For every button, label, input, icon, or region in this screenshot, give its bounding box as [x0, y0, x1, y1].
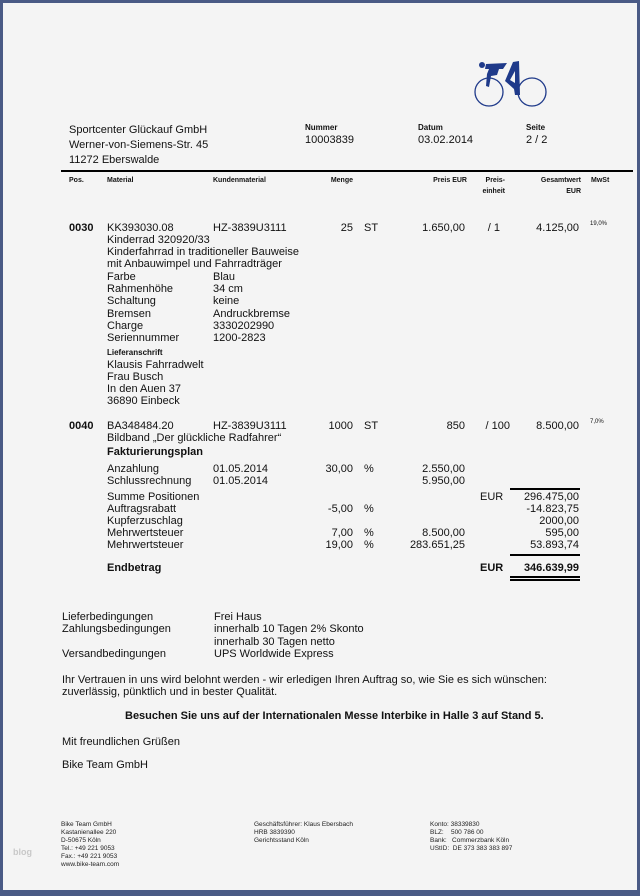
col-preis: Preis EUR — [433, 177, 467, 184]
total-value: -14.823,75 — [526, 503, 579, 515]
col-preiseinheit-2: einheit — [482, 188, 505, 195]
invoice-page — [3, 3, 637, 890]
seite-value: 2 / 2 — [526, 134, 548, 146]
item-pos: 0030 — [69, 222, 94, 234]
footer-website: www.bike-team.com — [61, 861, 120, 868]
total-pct: -5,00 — [327, 503, 353, 515]
item-preiseinheit: / 1 — [487, 222, 500, 234]
plan-pct: 30,00 — [325, 463, 353, 475]
total-label: Mehrwertsteuer — [107, 539, 184, 551]
total-base: 283.651,25 — [409, 539, 465, 551]
messe-highlight: Besuchen Sie uns auf der Internationalen Messe Interbike in Halle 3 auf Stand 5. — [125, 710, 544, 722]
footer-line: BLZ: 500 786 00 — [430, 829, 484, 836]
condition-label: Zahlungsbedingungen — [62, 623, 171, 635]
total-unit: % — [364, 503, 374, 515]
signature: Bike Team GmbH — [62, 759, 148, 771]
item-pos: 0040 — [69, 420, 94, 432]
col-menge: Menge — [330, 177, 353, 184]
totals-mid-rule — [510, 554, 580, 556]
delivery-label: Lieferanschrift — [107, 348, 163, 357]
total-value: 595,00 — [545, 527, 579, 539]
seite-label: Seite — [526, 123, 546, 132]
header-rule — [61, 170, 633, 172]
datum-value: 03.02.2014 — [418, 134, 474, 146]
item-menge: 25 — [340, 222, 353, 234]
total-pct: 7,00 — [331, 527, 353, 539]
footer-line: Kastanienallee 220 — [61, 829, 117, 836]
item-desc: mit Anbauwimpel und Fahrradträger — [107, 258, 282, 270]
attr-value: Blau — [213, 271, 236, 283]
item-menge: 1000 — [328, 420, 353, 432]
double-rule-1 — [510, 576, 580, 578]
plan-label: Anzahlung — [107, 463, 159, 475]
plan-amount: 2.550,00 — [422, 463, 465, 475]
item-desc: Kinderrad 320920/33 — [107, 234, 210, 246]
attr-value: 1200-2823 — [213, 332, 266, 344]
item-kundenmaterial: HZ-3839U3111 — [213, 222, 287, 234]
footer-line: Bike Team GmbH — [61, 821, 112, 828]
plan-label: Fakturierungsplan — [107, 446, 203, 458]
item-gesamtwert: 8.500,00 — [536, 420, 579, 432]
item-preiseinheit: / 100 — [485, 420, 510, 432]
delivery-line: Klausis Fahrradwelt — [107, 359, 204, 371]
endbetrag-currency: EUR — [480, 562, 504, 574]
nummer-value: 10003839 — [305, 134, 354, 146]
message-line-1: Ihr Vertrauen in uns wird belohnt werden - wir erledigen Ihren Auftrag so, wie Sie es sich wünschen: — [62, 674, 547, 686]
total-label: Summe Positionen — [107, 491, 200, 503]
item-einheit: ST — [364, 420, 379, 432]
greeting: Mit freundlichen Grüßen — [62, 736, 180, 748]
attr-label: Seriennummer — [107, 332, 180, 344]
condition-label: Versandbedingungen — [62, 648, 166, 660]
footer-line: Bank: Commerzbank Köln — [430, 837, 510, 844]
footer-line: Konto: 38339830 — [430, 821, 480, 828]
total-value: 296.475,00 — [523, 491, 579, 503]
condition-value: UPS Worldwide Express — [214, 648, 334, 660]
condition-value: innerhalb 30 Tagen netto — [214, 636, 335, 648]
attr-value: 3330202990 — [213, 320, 275, 332]
item-gesamtwert: 4.125,00 — [536, 222, 579, 234]
sender-street: Werner-von-Siemens-Str. 45 — [69, 139, 209, 151]
footer-line: HRB 3839390 — [254, 829, 295, 836]
attr-label: Farbe — [107, 271, 136, 283]
plan-amount: 5.950,00 — [422, 475, 465, 487]
item-desc: Bildband „Der glückliche Radfahrer“ — [107, 432, 282, 444]
item-mwst: 7,0% — [590, 419, 604, 425]
item-preis: 850 — [446, 420, 465, 432]
col-mwst: MwSt — [591, 177, 610, 184]
total-pct: 19,00 — [325, 539, 353, 551]
condition-label: Lieferbedingungen — [62, 611, 154, 623]
item-mwst: 19,0% — [590, 221, 608, 227]
attr-value: keine — [213, 295, 240, 307]
condition-value: innerhalb 10 Tagen 2% Skonto — [214, 623, 364, 635]
endbetrag-label: Endbetrag — [107, 562, 162, 574]
total-label: Mehrwertsteuer — [107, 527, 184, 539]
col-preiseinheit-1: Preis- — [485, 177, 505, 184]
footer-line: UStID: DE 373 383 383 897 — [430, 845, 513, 852]
plan-label: Schlussrechnung — [107, 475, 192, 487]
attr-value: Andruckbremse — [213, 308, 291, 320]
item-desc: Kinderfahrrad in traditioneller Bauweise — [107, 246, 299, 258]
totals-top-rule — [510, 488, 580, 490]
footer-line: Tel.: +49 221 9053 — [61, 845, 115, 852]
attr-label: Rahmenhöhe — [107, 283, 174, 295]
nummer-label: Nummer — [305, 123, 338, 132]
watermark: blog — [13, 847, 32, 857]
endbetrag-value: 346.639,99 — [523, 562, 579, 574]
total-unit: % — [364, 527, 374, 539]
item-kundenmaterial: HZ-3839U3111 — [213, 420, 287, 432]
sender-city: 11272 Eberswalde — [69, 154, 160, 166]
item-einheit: ST — [364, 222, 379, 234]
col-gesamtwert-2: EUR — [566, 188, 581, 195]
attr-label: Bremsen — [107, 308, 152, 320]
item-material: BA348484.20 — [107, 420, 174, 432]
attr-value: 34 cm — [213, 283, 243, 295]
footer-line: Gerichtsstand Köln — [254, 837, 309, 844]
cyclist-logo-icon — [469, 59, 559, 109]
message-line-2: zuverlässig, pünktlich und in bester Qualität. — [62, 686, 278, 698]
condition-value: Frei Haus — [214, 611, 262, 623]
total-base: 8.500,00 — [422, 527, 465, 539]
plan-date: 01.05.2014 — [213, 475, 269, 487]
item-preis: 1.650,00 — [422, 222, 465, 234]
attr-label: Schaltung — [107, 295, 156, 307]
delivery-line: Frau Busch — [107, 371, 164, 383]
col-pos: Pos. — [69, 177, 84, 184]
footer-line: D-50675 Köln — [61, 837, 101, 844]
total-currency: EUR — [480, 491, 504, 503]
col-material: Material — [107, 177, 134, 184]
sender-name: Sportcenter Glückauf GmbH — [69, 124, 208, 136]
double-rule-2 — [510, 579, 580, 581]
datum-label: Datum — [418, 123, 443, 132]
total-value: 53.893,74 — [530, 539, 579, 551]
delivery-line: 36890 Einbeck — [107, 395, 180, 407]
item-material: KK393030.08 — [107, 222, 174, 234]
footer-line: Geschäftsführer: Klaus Ebersbach — [254, 821, 353, 828]
footer-line: Fax.: +49 221 9053 — [61, 853, 118, 860]
total-value: 2000,00 — [539, 515, 579, 527]
col-kundenmaterial: Kundenmaterial — [213, 177, 266, 184]
total-label: Kupferzuschlag — [107, 515, 183, 527]
attr-label: Charge — [107, 320, 144, 332]
col-gesamtwert-1: Gesamtwert — [540, 177, 581, 184]
total-label: Auftragsrabatt — [107, 503, 177, 515]
plan-unit: % — [364, 463, 374, 475]
delivery-line: In den Auen 37 — [107, 383, 182, 395]
total-unit: % — [364, 539, 374, 551]
plan-date: 01.05.2014 — [213, 463, 269, 475]
